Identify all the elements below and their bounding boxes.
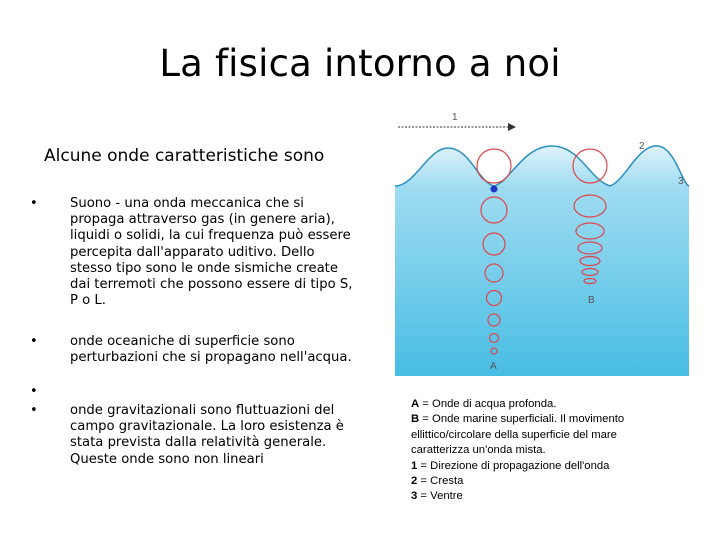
water-particle-dot — [491, 186, 498, 193]
legend-entry — [411, 459, 671, 474]
wave-diagram — [390, 108, 696, 380]
legend-text: = Cresta — [417, 475, 464, 488]
legend-entry — [411, 397, 671, 412]
bullet-dot: • — [30, 403, 38, 418]
label-3: 3 — [678, 176, 684, 187]
propagation-arrow-head — [508, 123, 516, 131]
legend-entry — [411, 474, 671, 489]
legend-text: = Ventre — [417, 490, 463, 503]
slide-title: La fisica intorno a noi — [159, 42, 561, 85]
slide-subtitle: Alcune onde caratteristiche sono — [44, 146, 325, 166]
bullet-text: onde oceaniche di superficie sono perturbazioni che si propagano nell'acqua. — [70, 334, 352, 366]
bullet-text: onde gravitazionali sono fluttuazioni del campo gravitazionale. La loro esistenza è stata prevista dalla relatività generale. Queste onde sono non lineari — [70, 403, 344, 467]
legend-text: = Onde marine superficiali. Il movimento ellittico/circolare della superficie del mare caratterizza un'onda mista. — [411, 413, 625, 457]
legend-entry — [411, 412, 671, 458]
legend-key: B — [411, 413, 420, 426]
legend-key: A — [411, 398, 420, 410]
legend-entry — [411, 489, 671, 504]
water-body — [395, 146, 689, 376]
legend-text: = Direzione di propagazione dell'onda — [417, 459, 610, 472]
label-A: A — [490, 361, 497, 372]
legend-key: 3 — [411, 490, 418, 503]
label-B: B — [588, 295, 595, 306]
label-1: 1 — [452, 112, 458, 123]
bullet-text: Suono - una onda meccanica che si propaga attraverso gas (in genere aria), liquidi o solidi, la cui frequenza può essere percepita dall'apparato uditivo. Dello stesso tipo sono le onde sismiche create dai terremoti che possono essere di tipo S, P o L. — [70, 196, 353, 309]
legend-key: 1 — [411, 459, 418, 472]
legend-key: 2 — [411, 475, 418, 488]
figure-legend — [411, 397, 671, 505]
bullet-dot: • — [30, 384, 38, 399]
legend-text: = Onde di acqua profonda. — [419, 398, 557, 410]
bullet-dot: • — [30, 334, 38, 349]
orbit-circle — [477, 149, 511, 183]
label-2: 2 — [639, 141, 645, 152]
bullet-dot: • — [30, 196, 38, 211]
